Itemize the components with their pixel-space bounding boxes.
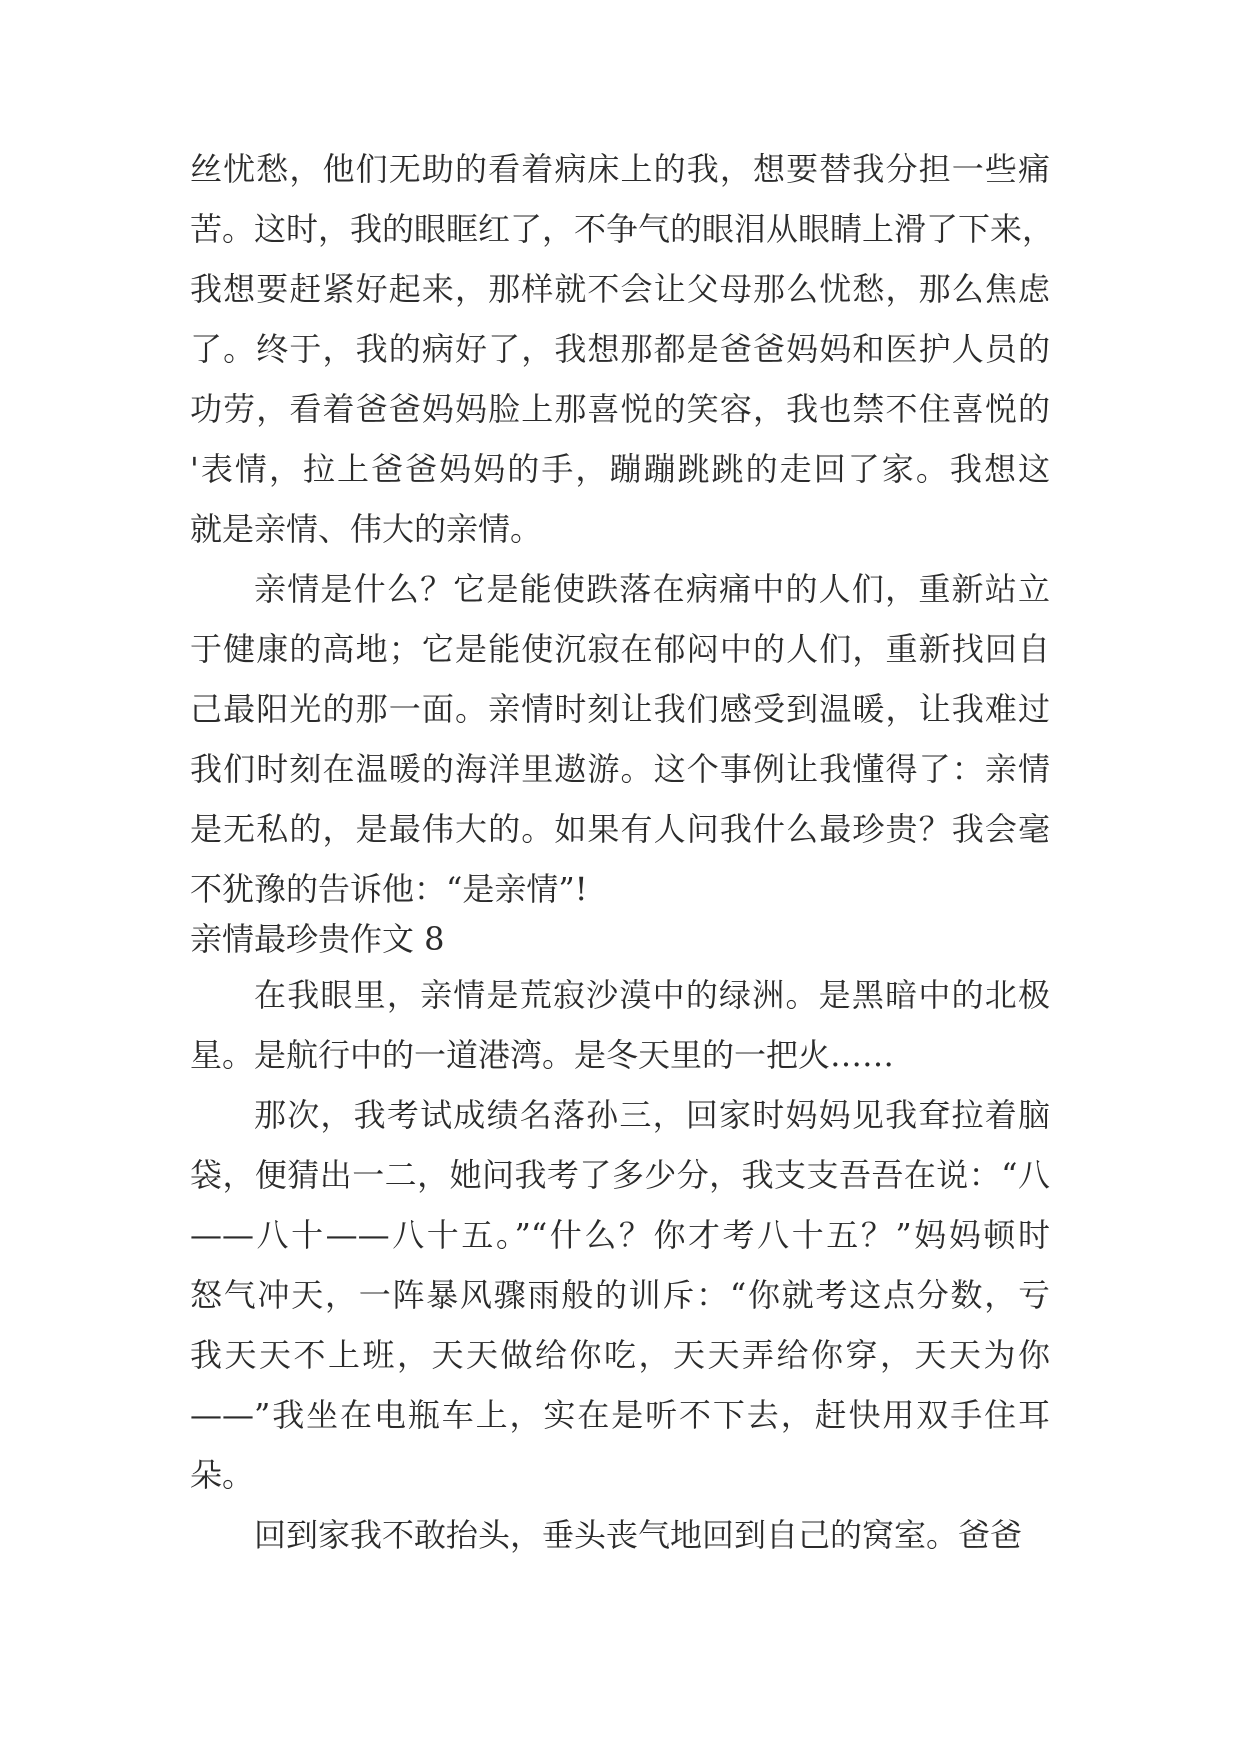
text-line: 朵。 xyxy=(190,1456,255,1494)
text-line: 苦。这时，我的眼眶红了，不争气的眼泪从眼睛上滑了下来， xyxy=(190,210,1055,248)
text-line: '表情，拉上爸爸妈妈的手，蹦蹦跳跳的走回了家。我想这 xyxy=(190,450,1050,488)
text-line: 于健康的高地；它是能使沉寂在郁闷中的人们，重新找回自 xyxy=(190,630,1050,668)
paragraph-first-line: 回到家我不敢抬头，垂头丧气地回到自己的窝室。爸爸 xyxy=(254,1516,1023,1554)
paragraph-first-line: 亲情是什么？它是能使跌落在病痛中的人们，重新站立 xyxy=(254,570,1050,608)
text-line: 我天天不上班，天天做给你吃，天天弄给你穿，天天为你 xyxy=(190,1336,1050,1374)
text-line: 是无私的，是最伟大的。如果有人问我什么最珍贵？我会毫 xyxy=(190,810,1050,848)
text-line: 怒气冲天，一阵暴风骤雨般的训斥：“你就考这点分数，亏 xyxy=(190,1276,1050,1314)
text-line: 就是亲情、伟大的亲情。 xyxy=(190,510,543,548)
text-line: ——八十——八十五。”“什么？你才考八十五？”妈妈顿时 xyxy=(190,1216,1050,1254)
paragraph-first-line: 在我眼里，亲情是荒寂沙漠中的绿洲。是黑暗中的北极 xyxy=(254,976,1050,1014)
text-line: 己最阳光的那一面。亲情时刻让我们感受到温暖，让我难过 xyxy=(190,690,1050,728)
text-line: 丝忧愁，他们无助的看着病床上的我，想要替我分担一些痛 xyxy=(190,150,1050,188)
text-line: ——”我坐在电瓶车上，实在是听不下去，赶快用双手住耳 xyxy=(190,1396,1050,1434)
section-heading: 亲情最珍贵作文 8 xyxy=(190,920,445,958)
text-line: 我们时刻在温暖的海洋里遨游。这个事例让我懂得了：亲情 xyxy=(190,750,1050,788)
text-line: 功劳，看着爸爸妈妈脸上那喜悦的笑容，我也禁不住喜悦的 xyxy=(190,390,1050,428)
text-line: 了。终于，我的病好了，我想那都是爸爸妈妈和医护人员的 xyxy=(190,330,1050,368)
text-line: 袋，便猜出一二，她问我考了多少分，我支支吾吾在说：“八 xyxy=(190,1156,1050,1194)
text-line: 我想要赶紧好起来，那样就不会让父母那么忧愁，那么焦虑 xyxy=(190,270,1050,308)
paragraph-first-line: 那次，我考试成绩名落孙三，回家时妈妈见我耷拉着脑 xyxy=(254,1096,1050,1134)
text-line: 不犹豫的告诉他：“是亲情”! xyxy=(190,870,588,908)
text-line: 星。是航行中的一道港湾。是冬天里的一把火…… xyxy=(190,1036,895,1074)
